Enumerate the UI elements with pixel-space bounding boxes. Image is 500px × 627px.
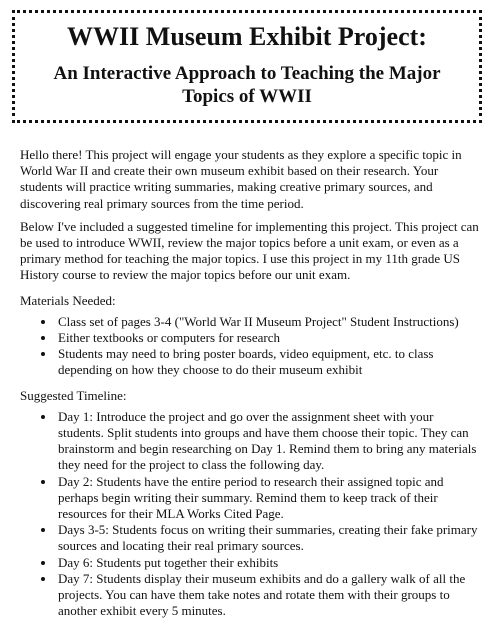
intro-paragraph: Hello there! This project will engage your students as they explore a specific topic in World War II and create their own museum exhibit based on their research. Your students will practice writing summaries, making creative primary sources, and discovering real primary sources from the time period.	[20, 147, 462, 211]
list-item: • Day 7: Students display their museum exhibits and do a gallery walk of all the projects. You can have them take notes and rotate them with their groups to another exhibit every 5 minutes.	[56, 571, 482, 620]
timeline-list	[20, 409, 482, 620]
list-item: • Class set of pages 3-4 ("World War II Museum Project" Student Instructions)	[56, 314, 482, 330]
timeline-intro-paragraph: Below I've included a suggested timeline for implementing this project. This project can be used to introduce WWII, review the major topics before a unit exam, or even as a primary method for teaching the major topics. I use this project in my 11th grade US History course to review the major topics before our unit exam.	[20, 218, 479, 283]
list-item: • Students may need to bring poster boards, video equipment, etc. to class depending on how they choose to do their museum exhibit	[56, 346, 482, 378]
materials-list	[20, 314, 482, 379]
list-item: • Day 1: Introduce the project and go over the assignment sheet with your students. Split students into groups and have them choose their topic. They can brainstorm and begin researching on Day 1. Remind them to bring any materials they need for the project to class the following day.	[56, 409, 482, 474]
list-item: • Day 6: Students put together their exhibits	[56, 555, 482, 571]
document-subtitle: An Interactive Approach to Teaching the Major Topics of WWII	[53, 63, 441, 107]
list-item: • Either textbooks or computers for research	[56, 330, 482, 346]
timeline-heading: Suggested Timeline:	[20, 387, 127, 403]
list-item: • Days 3-5: Students focus on writing their summaries, creating their fake primary sources and locating their real primary sources.	[56, 522, 482, 554]
materials-heading: Materials Needed:	[20, 292, 116, 308]
document-body	[20, 147, 482, 627]
list-item: • Day 2: Students have the entire period to research their assigned topic and perhaps begin writing their summary. Remind them to keep track of their resources for their MLA Works Cited Page.	[56, 474, 482, 523]
document-title: WWII Museum Exhibit Project:	[67, 22, 427, 51]
title-box	[12, 10, 482, 123]
